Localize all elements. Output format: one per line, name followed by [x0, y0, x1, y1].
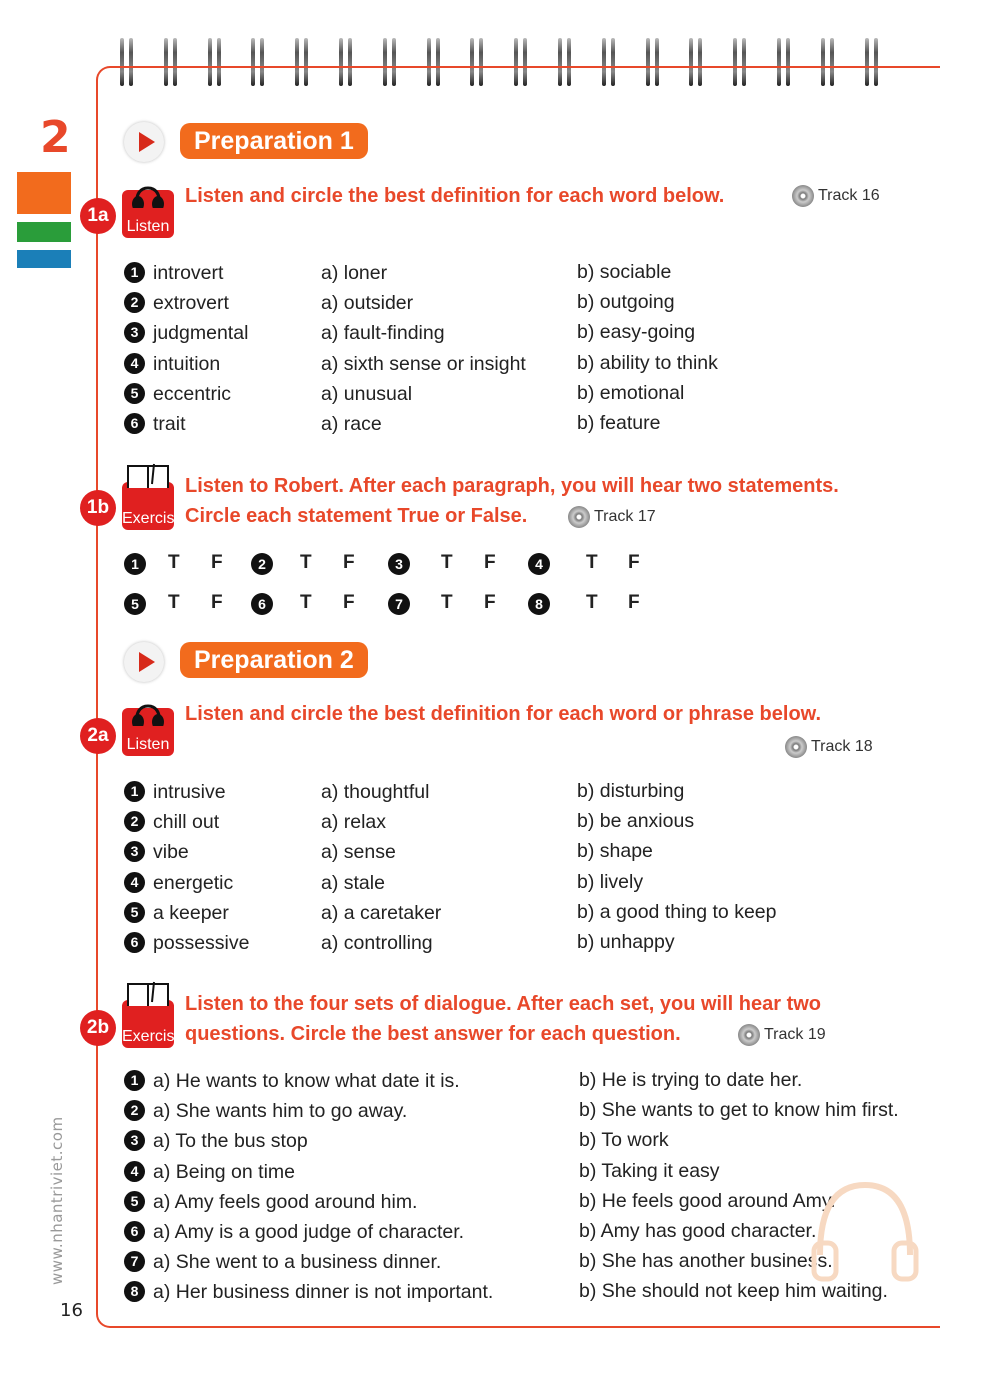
- instruction-2a: Listen and circle the best definition for each word or phrase below.: [185, 703, 822, 725]
- item-word: judgmental: [153, 322, 249, 345]
- track-16[interactable]: [792, 185, 880, 207]
- track-17[interactable]: [568, 506, 656, 528]
- question-item: [124, 1221, 464, 1244]
- exercise-badge-2b: 2b: [80, 1010, 116, 1046]
- track-18[interactable]: [785, 736, 873, 758]
- question-item: [124, 1191, 417, 1214]
- item-word: extrovert: [153, 292, 229, 315]
- instruction-1b-line2: Circle each statement True or False.: [185, 505, 528, 527]
- option-b[interactable]: b) feature: [577, 412, 661, 434]
- tf-item-number: 3: [388, 553, 410, 575]
- item-word: intrusive: [153, 781, 226, 803]
- item-number: 4: [124, 353, 145, 374]
- item-word: intuition: [153, 352, 221, 375]
- item-number: 5: [124, 902, 145, 923]
- option-a[interactable]: a) Amy is a good judge of character.: [153, 1221, 465, 1243]
- option-a[interactable]: a) fault-finding: [321, 322, 445, 345]
- item-word: introvert: [153, 262, 224, 284]
- track-label: Track 18: [811, 738, 873, 756]
- false-option[interactable]: F: [628, 592, 640, 613]
- option-b[interactable]: b) She has another business.: [579, 1250, 833, 1273]
- item-word: possessive: [153, 932, 250, 954]
- list-item: [124, 932, 249, 955]
- item-number: 6: [124, 932, 145, 953]
- list-item: [124, 262, 223, 285]
- play-icon[interactable]: [124, 642, 164, 682]
- option-a[interactable]: a) sixth sense or insight: [321, 352, 526, 375]
- item-word: vibe: [153, 841, 189, 864]
- false-option[interactable]: F: [343, 552, 355, 573]
- list-item: [124, 413, 186, 436]
- option-b[interactable]: b) She should not keep him waiting.: [579, 1280, 888, 1303]
- false-option[interactable]: F: [484, 592, 496, 613]
- option-b[interactable]: b) shape: [577, 840, 653, 863]
- false-option[interactable]: F: [343, 592, 355, 613]
- option-b[interactable]: b) a good thing to keep: [577, 900, 777, 923]
- item-number: 3: [124, 322, 145, 343]
- item-number: 4: [124, 1161, 145, 1182]
- option-b[interactable]: b) To work: [579, 1129, 669, 1152]
- exercise-badge-2a: 2a: [80, 718, 116, 754]
- item-word: eccentric: [153, 382, 232, 405]
- option-a[interactable]: a) Amy feels good around him.: [153, 1190, 418, 1213]
- icon-label: Exercise: [122, 1028, 184, 1045]
- color-bar-orange: [17, 172, 71, 214]
- item-word: chill out: [153, 811, 220, 834]
- option-b[interactable]: b) Taking it easy: [579, 1159, 720, 1182]
- option-a[interactable]: a) controlling: [321, 932, 433, 954]
- option-a[interactable]: a) outsider: [321, 292, 414, 315]
- false-option[interactable]: F: [211, 592, 223, 613]
- list-item: [124, 872, 233, 895]
- headphones-icon: [122, 190, 174, 238]
- question-item: [124, 1130, 308, 1153]
- cd-icon: [568, 506, 590, 528]
- item-number: 1: [124, 1070, 145, 1091]
- instruction-1b-line1: Listen to Robert. After each paragraph, you will hear two statements.: [185, 475, 839, 497]
- option-b[interactable]: b) be anxious: [577, 810, 695, 833]
- item-number: 2: [124, 811, 145, 832]
- option-a[interactable]: a) Her business dinner is not important.: [153, 1281, 494, 1304]
- option-a[interactable]: a) She went to a business dinner.: [153, 1251, 442, 1274]
- option-a[interactable]: a) sense: [321, 841, 396, 864]
- option-b[interactable]: b) outgoing: [577, 291, 675, 314]
- option-b[interactable]: b) sociable: [577, 261, 672, 283]
- tf-item-number: 2: [251, 553, 273, 575]
- option-b[interactable]: b) unhappy: [577, 931, 675, 953]
- option-b[interactable]: b) emotional: [577, 381, 685, 404]
- false-option[interactable]: F: [484, 552, 496, 573]
- item-word: energetic: [153, 871, 234, 894]
- option-a[interactable]: a) She wants him to go away.: [153, 1100, 408, 1123]
- notebook-icon: [122, 1000, 184, 1048]
- item-number: 5: [124, 383, 145, 404]
- true-option[interactable]: T: [300, 592, 312, 613]
- tf-item-number: 6: [251, 593, 273, 615]
- item-word: trait: [153, 413, 186, 435]
- option-a[interactable]: a) stale: [321, 871, 385, 894]
- website-text: www.nhantriviet.com: [48, 1116, 66, 1285]
- item-number: 6: [124, 1221, 145, 1242]
- false-option[interactable]: F: [628, 552, 640, 573]
- option-b[interactable]: b) ability to think: [577, 351, 718, 374]
- true-option[interactable]: T: [586, 552, 598, 573]
- tf-item-number: 1: [124, 553, 146, 575]
- item-number: 1: [124, 781, 145, 802]
- icon-label: Listen: [126, 736, 170, 753]
- item-word: a keeper: [153, 901, 229, 924]
- cd-icon: [785, 736, 807, 758]
- tf-item-number: 5: [124, 593, 146, 615]
- option-a[interactable]: a) thoughtful: [321, 781, 430, 803]
- item-number: 2: [124, 1100, 145, 1121]
- tf-item-number: 8: [528, 593, 550, 615]
- exercise-badge-1b: 1b: [80, 490, 116, 526]
- option-b[interactable]: b) He feels good around Amy.: [579, 1189, 836, 1212]
- item-number: 2: [124, 292, 145, 313]
- option-a[interactable]: a) To the bus stop: [153, 1130, 308, 1153]
- option-b[interactable]: b) easy-going: [577, 321, 696, 344]
- section-heading-prep1: Preparation 1: [180, 123, 368, 159]
- option-a[interactable]: a) He wants to know what date it is.: [153, 1070, 460, 1092]
- color-bar-green: [17, 222, 71, 242]
- instruction-2b-line2: questions. Circle the best answer for each question.: [185, 1023, 681, 1045]
- true-option[interactable]: T: [586, 592, 598, 613]
- play-icon[interactable]: [124, 122, 164, 162]
- item-number: 7: [124, 1251, 145, 1272]
- list-item: [124, 811, 219, 834]
- icon-label: Exercise: [122, 510, 184, 527]
- item-number: 4: [124, 872, 145, 893]
- headphones-watermark-icon: [800, 1165, 930, 1285]
- question-item: [124, 1100, 407, 1123]
- exercise-badge-1a: 1a: [80, 198, 116, 234]
- question-item: [124, 1070, 460, 1093]
- tf-item-number: 4: [528, 553, 550, 575]
- instruction-1a: Listen and circle the best definition for each word below.: [185, 185, 725, 207]
- notebook-icon: [122, 482, 184, 530]
- headphones-icon: [122, 708, 174, 756]
- track-label: Track 16: [818, 187, 880, 205]
- list-item: [124, 902, 229, 925]
- true-option[interactable]: T: [300, 552, 312, 573]
- section-heading-prep2: Preparation 2: [180, 642, 368, 678]
- option-b[interactable]: b) He is trying to date her.: [579, 1069, 803, 1091]
- option-b[interactable]: b) Amy has good character.: [579, 1220, 817, 1242]
- question-item: [124, 1251, 441, 1274]
- page-number: 16: [60, 1300, 83, 1321]
- option-b[interactable]: b) lively: [577, 870, 644, 893]
- list-item: [124, 383, 231, 406]
- option-a[interactable]: a) loner: [321, 262, 388, 284]
- instruction-2b-line1: Listen to the four sets of dialogue. After each set, you will hear two: [185, 993, 822, 1015]
- true-option[interactable]: T: [441, 552, 453, 573]
- option-a[interactable]: a) a caretaker: [321, 901, 442, 924]
- icon-label: Listen: [126, 218, 170, 235]
- list-item: [124, 353, 220, 376]
- list-item: [124, 322, 248, 345]
- option-a[interactable]: a) race: [321, 413, 382, 435]
- option-a[interactable]: a) Being on time: [153, 1160, 295, 1183]
- option-a[interactable]: a) relax: [321, 811, 387, 834]
- list-item: [124, 292, 229, 315]
- true-option[interactable]: T: [441, 592, 453, 613]
- item-number: 5: [124, 1191, 145, 1212]
- list-item: [124, 781, 226, 804]
- false-option[interactable]: F: [211, 552, 223, 573]
- item-number: 3: [124, 1130, 145, 1151]
- option-b[interactable]: b) disturbing: [577, 780, 685, 802]
- unit-number: 2: [40, 112, 71, 163]
- cd-icon: [738, 1024, 760, 1046]
- true-option[interactable]: T: [168, 592, 180, 613]
- question-item: [124, 1161, 295, 1184]
- cd-icon: [792, 185, 814, 207]
- tf-item-number: 7: [388, 593, 410, 615]
- true-option[interactable]: T: [168, 552, 180, 573]
- item-number: 6: [124, 413, 145, 434]
- color-bar-blue: [17, 250, 71, 268]
- track-label: Track 17: [594, 508, 656, 526]
- question-item: [124, 1281, 493, 1304]
- item-number: 1: [124, 262, 145, 283]
- option-a[interactable]: a) unusual: [321, 382, 413, 405]
- track-label: Track 19: [764, 1026, 826, 1044]
- item-number: 3: [124, 841, 145, 862]
- option-b[interactable]: b) She wants to get to know him first.: [579, 1099, 899, 1122]
- track-19[interactable]: [738, 1024, 826, 1046]
- list-item: [124, 841, 189, 864]
- item-number: 8: [124, 1281, 145, 1302]
